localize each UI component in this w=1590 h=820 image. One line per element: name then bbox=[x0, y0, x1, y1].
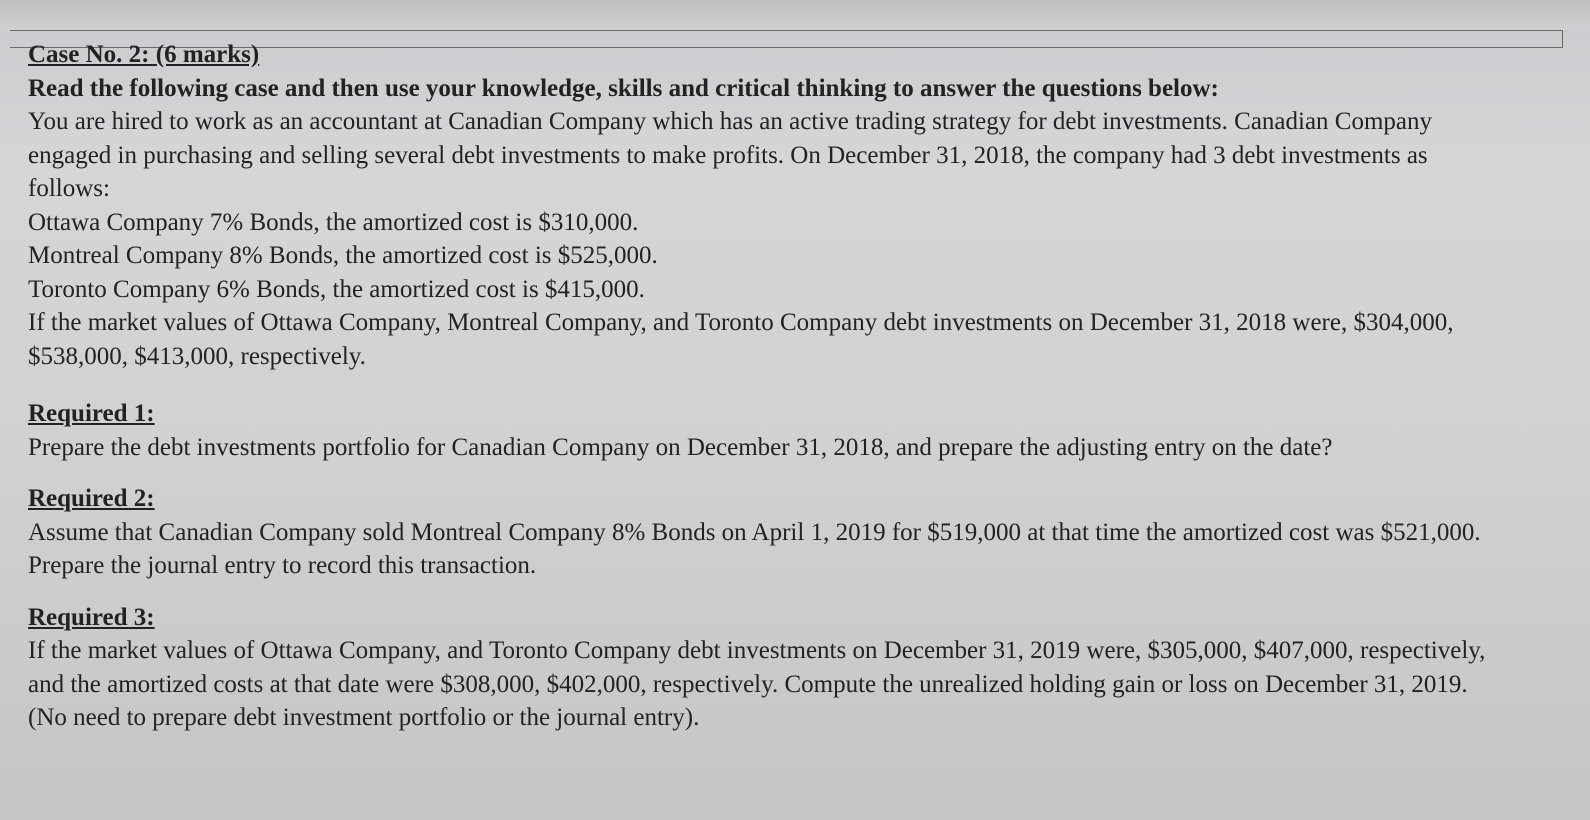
required-1-title: Required 1: bbox=[28, 400, 155, 427]
case-title: Case No. 2: (6 marks) bbox=[28, 41, 260, 68]
required-1-text: Prepare the debt investments portfolio for Canadian Company on December 31, 2018, and prepare the adjusting entry on the date? bbox=[28, 433, 1333, 461]
market-values-paragraph: If the market values of Ottawa Company, Montreal Company, and Toronto Company debt investments on December 31, 2018 were, $304,000, $538,000, $413,000, respectively. bbox=[28, 309, 1454, 370]
page-top-edge bbox=[0, 0, 1590, 30]
investment-toronto: Toronto Company 6% Bonds, the amortized cost is $415,000. bbox=[28, 275, 645, 303]
investment-montreal: Montreal Company 8% Bonds, the amortized cost is $525,000. bbox=[28, 242, 658, 269]
required-3-text: If the market values of Ottawa Company, and Toronto Company debt investments on December 31, 2019 were, $305,000, $407,000, respectively, and the amortized costs at that date were $308,000, $402,000, respectively. Compute the unrealized holding gain or loss on December 31, 2019. (No need to prepare debt investment portfolio or the journal entry). bbox=[28, 637, 1486, 731]
instruction-text: Read the following case and then use your knowledge, skills and critical thinking to answer the questions below: bbox=[28, 74, 1219, 102]
required-2-title: Required 2: bbox=[28, 485, 155, 512]
investment-ottawa: Ottawa Company 7% Bonds, the amortized cost is $310,000. bbox=[28, 208, 639, 236]
section-gap bbox=[28, 464, 1508, 482]
section-gap bbox=[28, 583, 1508, 601]
intro-paragraph: You are hired to work as an accountant at Canadian Company which has an active trading strategy for debt investments. Canadian Company engaged in purchasing and selling several debt investments to make profits. On December 31, 2018, the company had 3 debt investments as follows: bbox=[28, 108, 1433, 202]
required-2-text: Assume that Canadian Company sold Montreal Company 8% Bonds on April 1, 2019 for $519,000 at that time the amortized cost was $521,000. Prepare the journal entry to record this transaction. bbox=[28, 518, 1481, 579]
required-3-title: Required 3: bbox=[28, 603, 155, 631]
case-document bbox=[28, 38, 1508, 735]
section-gap bbox=[28, 373, 1508, 397]
